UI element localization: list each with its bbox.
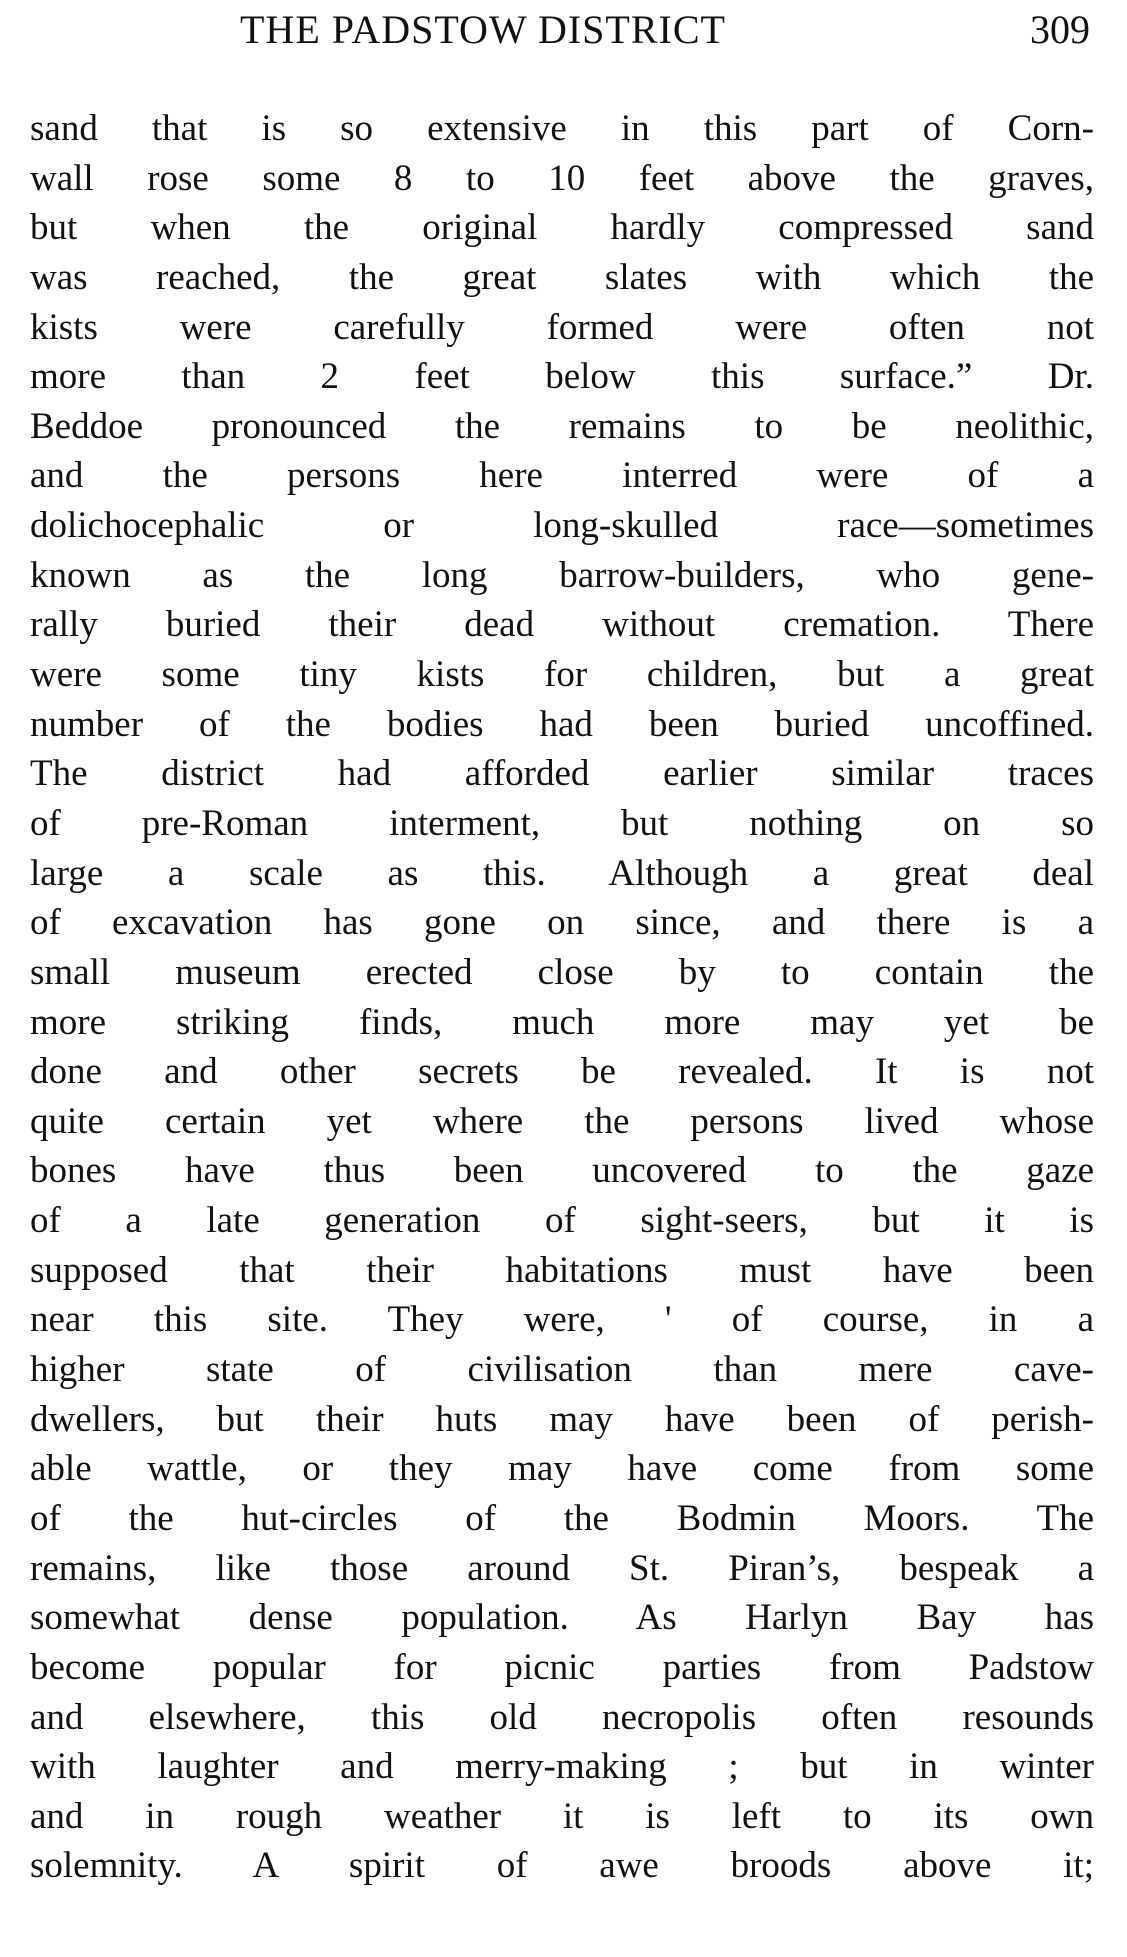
text-line: wall rose some 8 to 10 feet above the graves, [30, 157, 1094, 199]
text-line: and the persons here interred were of a [30, 455, 1094, 497]
text-line: but when the original hardly compressed sand [30, 207, 1094, 249]
text-line: Beddoe pronounced the remains to be neolithic, [30, 405, 1094, 447]
text-line: and in rough weather it is left to its own [30, 1795, 1094, 1837]
text-line: of excavation has gone on since, and there is a [30, 902, 1094, 944]
text-line: somewhat dense population. As Harlyn Bay has [30, 1597, 1094, 1639]
running-title: THE PADSTOW DISTRICT [240, 7, 726, 52]
text-line: kists were carefully formed were often not [30, 306, 1094, 348]
text-line: dolichocephalic or long-skulled race—sometimes [30, 505, 1094, 547]
text-line: of a late generation of sight-seers, but it is [30, 1200, 1094, 1242]
page-number: 309 [1030, 7, 1090, 52]
body-text [30, 104, 1094, 1891]
text-line: quite certain yet where the persons lived whose [30, 1100, 1094, 1142]
text-line: The district had afforded earlier similar traces [30, 753, 1094, 795]
text-line: large a scale as this. Although a great deal [30, 852, 1094, 894]
text-line: number of the bodies had been buried uncoffined. [30, 703, 1094, 745]
text-line: able wattle, or they may have come from some [30, 1448, 1094, 1490]
text-line: become popular for picnic parties from Padstow [30, 1646, 1094, 1688]
text-line: solemnity. A spirit of awe broods above it; [30, 1845, 1094, 1887]
text-line: small museum erected close by to contain the [30, 951, 1094, 993]
text-line: with laughter and merry-making ; but in winter [30, 1746, 1094, 1788]
text-line: supposed that their habitations must have been [30, 1249, 1094, 1291]
text-line: sand that is so extensive in this part of Corn- [30, 108, 1094, 149]
text-line: rally buried their dead without cremation. There [30, 604, 1094, 646]
text-line: and elsewhere, this old necropolis often resounds [30, 1696, 1094, 1738]
text-line: more striking finds, much more may yet be [30, 1001, 1094, 1043]
text-line: were some tiny kists for children, but a great [30, 654, 1094, 696]
text-line: done and other secrets be revealed. It is not [30, 1051, 1094, 1093]
running-head [30, 6, 1090, 54]
text-line: more than 2 feet below this surface.” Dr. [30, 356, 1094, 398]
text-line: of pre-Roman interment, but nothing on so [30, 802, 1094, 844]
text-line: near this site. They were, ' of course, in a [30, 1299, 1094, 1341]
text-line: of the hut-circles of the Bodmin Moors. The [30, 1497, 1094, 1539]
text-line: dwellers, but their huts may have been of perish- [30, 1398, 1094, 1440]
text-line: remains, like those around St. Piran’s, bespeak a [30, 1547, 1094, 1589]
text-line: higher state of civilisation than mere cave- [30, 1349, 1094, 1391]
text-line: bones have thus been uncovered to the gaze [30, 1150, 1094, 1192]
text-line: was reached, the great slates with which the [30, 256, 1094, 298]
text-line: known as the long barrow-builders, who gene- [30, 554, 1094, 596]
